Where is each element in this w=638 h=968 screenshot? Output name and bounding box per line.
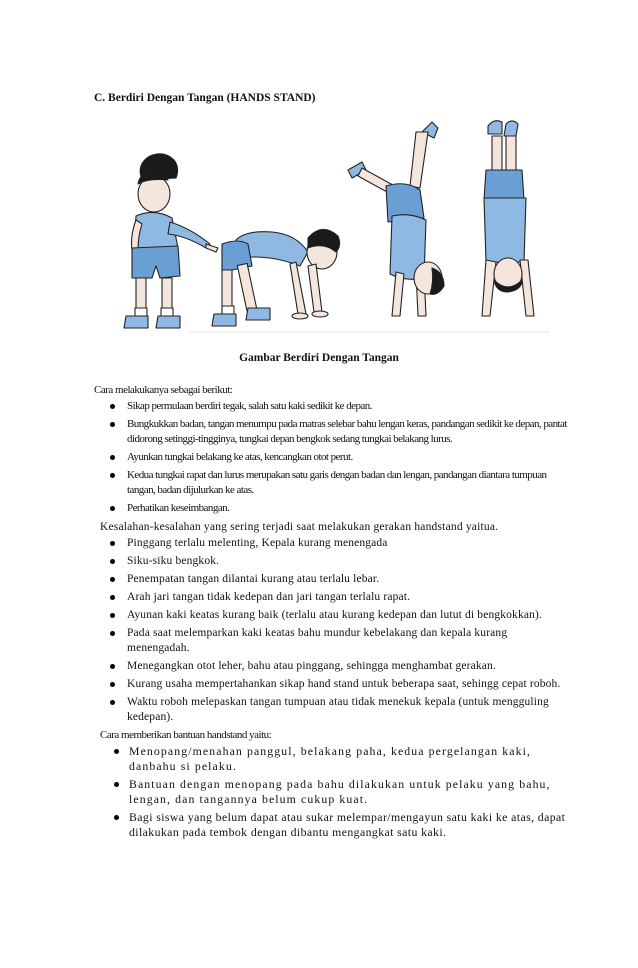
figure-bending — [212, 229, 340, 326]
handstand-sequence-drawing — [110, 112, 550, 344]
handstand-illustration — [110, 112, 550, 344]
list-item: Arah jari tangan tidak kedepan dan jari tangan terlalu rapat. — [94, 590, 569, 605]
list-item: Bantuan dengan menopang pada bahu dilakukan untuk pelaku yang bahu, lengan, dan tangannya belum cukup kuat. — [94, 777, 569, 807]
document-body — [94, 383, 569, 843]
list-item: Perhatikan keseimbangan. — [94, 501, 569, 516]
list-item: Waktu roboh melepaskan tangan tumpuan atau tidak menekuk kepala (untuk mengguling kedepan). — [94, 695, 569, 725]
list-item: Bungkukkan badan, tangan menumpu pada matras selebar bahu lengan keras, pandangan sedikit ke depan, pantat didorong setinggi-tingginya, tungkai depan bengkok sedang tungkai belakang lurus. — [94, 417, 569, 447]
list-item: Menopang/menahan panggul, belakang paha, kedua pergelangan kaki, danbahu si pelaku. — [94, 744, 569, 774]
assistance-list — [94, 744, 569, 840]
list-item: Kedua tungkai rapat dan lurus merupakan satu garis dengan badan dan lengan, pandangan diantara tumpuan tangan, badan dijulurkan ke atas. — [94, 468, 569, 498]
list-item: Kurang usaha mempertahankan sikap hand stand untuk beberapa saat, sehingg cepat roboh. — [94, 677, 569, 692]
list-item: Siku-siku bengkok. — [94, 554, 569, 569]
mistakes-intro: Kesalahan-kesalahan yang sering terjadi saat melakukan gerakan handstand yaitua. — [100, 521, 499, 533]
list-item: Ayunkan tungkai belakang ke atas, kencangkan otot perut. — [94, 450, 569, 465]
list-item: Sikap permulaan berdiri tegak, salah satu kaki sedikit ke depan. — [94, 399, 569, 414]
list-item: Pada saat melemparkan kaki keatas bahu mundur kebelakang dan kepala kurang menengadah. — [94, 626, 569, 656]
figure-handstand — [482, 121, 534, 316]
mistakes-list — [94, 536, 569, 725]
figure-kicking-up — [348, 122, 444, 316]
steps-list — [94, 399, 569, 516]
list-item: Menegangkan otot leher, bahu atau pinggang, sehingga menghambat gerakan. — [94, 659, 569, 674]
list-item: Bagi siswa yang belum dapat atau sukar melempar/mengayun satu kaki ke atas, dapat dilakukan pada tembok dengan dibantu mengangkat satu kaki. — [94, 810, 569, 840]
figure-standing — [124, 154, 218, 328]
assistance-intro: Cara memberikan bantuan handstand yaitu: — [100, 729, 272, 741]
list-item: Ayunan kaki keatas kurang baik (terlalu atau kurang kedepan dan lutut di bengkokkan). — [94, 608, 569, 623]
figure-caption: Gambar Berdiri Dengan Tangan — [239, 352, 399, 364]
list-item: Penempatan tangan dilantai kurang atau terlalu lebar. — [94, 572, 569, 587]
section-heading: C. Berdiri Dengan Tangan (HANDS STAND) — [94, 92, 316, 104]
list-item: Pinggang terlalu melenting, Kepala kurang menengada — [94, 536, 569, 551]
steps-intro: Cara melakukanya sebagai berikut: — [94, 384, 233, 396]
